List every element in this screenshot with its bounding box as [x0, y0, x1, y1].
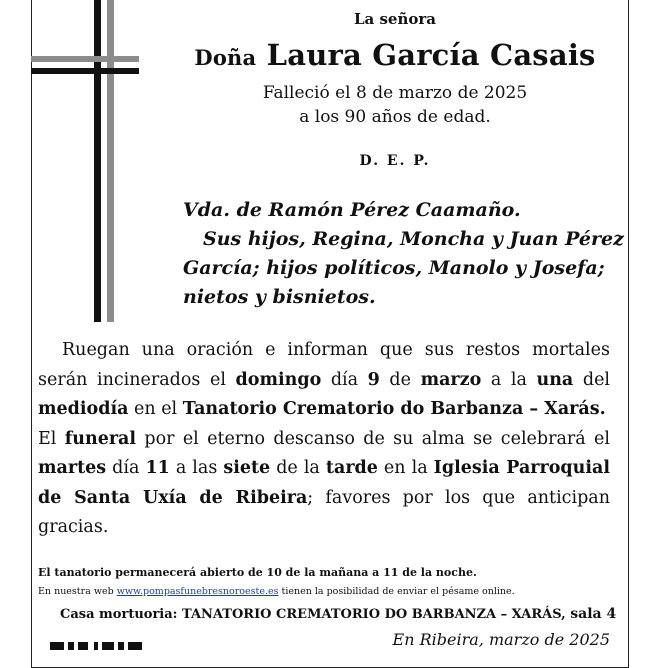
text-run: en la: [377, 458, 434, 478]
bold-run: mediodía: [38, 399, 129, 419]
sala-text: sala 4: [570, 606, 617, 622]
cremation-paragraph: [38, 336, 610, 425]
bold-run: marzo: [420, 369, 482, 390]
death-date: Falleció el 8 de marzo de 2025: [262, 83, 528, 103]
text-run: a la: [481, 369, 537, 390]
text-run: a las: [169, 458, 224, 478]
text-run: El: [38, 428, 65, 449]
qr-code-icon: [50, 642, 142, 652]
family-line: Sus hijos, Regina, Moncha y Juan Pérez: [203, 228, 624, 250]
text-run: por el eterno descanso de su alma se celebrará el: [136, 428, 611, 449]
text-run: de: [379, 369, 421, 390]
cross-icon: [56, 0, 156, 330]
intro-text: La señora: [353, 10, 436, 28]
text-run: Ruegan una oración e informan que sus restos mortales serán incinerados el: [38, 340, 610, 390]
text-run: en el: [128, 399, 183, 419]
signature-line: En Ribeira, marzo de 2025: [392, 630, 610, 649]
family-line: Vda. de Ramón Pérez Caamaño.: [183, 199, 521, 221]
title-prefix: Doña: [194, 45, 257, 70]
casa-label: Casa mortuoria: TANATORIO CREMATORIO DO BARBANZA – XARÁS,: [60, 607, 571, 622]
family-list: [183, 196, 624, 312]
family-line: nietos y bisnietos.: [183, 286, 376, 308]
bold-run: 11: [145, 458, 170, 478]
age-text: a los 90 años de edad.: [299, 107, 491, 127]
bold-run: siete: [223, 458, 271, 478]
deceased-name: [190, 38, 600, 72]
funeral-paragraph: [38, 425, 610, 543]
bold-run: tarde: [325, 458, 378, 478]
text-run: día: [321, 369, 368, 390]
text-run: del: [573, 369, 611, 390]
text-run: En nuestra web: [38, 586, 117, 597]
name-text: Laura García Casais: [266, 38, 596, 72]
ceremony-text: [38, 336, 610, 543]
bold-run: 9: [367, 369, 380, 390]
text-run: tienen la posibilidad de enviar el pésame online.: [278, 586, 515, 597]
bold-run: martes: [38, 458, 107, 478]
casa-mortuoria: [60, 606, 616, 622]
dep-text: D. E. P.: [359, 153, 431, 169]
bold-run: funeral: [64, 428, 137, 449]
bold-run: Tanatorio Crematorio do Barbanza – Xarás.: [182, 399, 606, 419]
hours-note: El tanatorio permanecerá abierto de 10 de la mañana a 11 de la noche.: [38, 566, 477, 579]
website-link[interactable]: www.pompasfunebresnoroeste.es: [116, 586, 279, 597]
bold-run: domingo: [235, 369, 322, 390]
text-run: ; favores por los que anticipan gracias.: [38, 487, 610, 537]
family-line: García; hijos políticos, Manolo y Josefa;: [183, 257, 605, 279]
bold-run: una: [536, 369, 574, 390]
text-run: de la: [270, 458, 326, 478]
web-note: [38, 586, 515, 597]
bold-run: Iglesia Parroquial de Santa Uxía de Ribeira: [38, 458, 610, 508]
text-run: día: [106, 458, 146, 478]
